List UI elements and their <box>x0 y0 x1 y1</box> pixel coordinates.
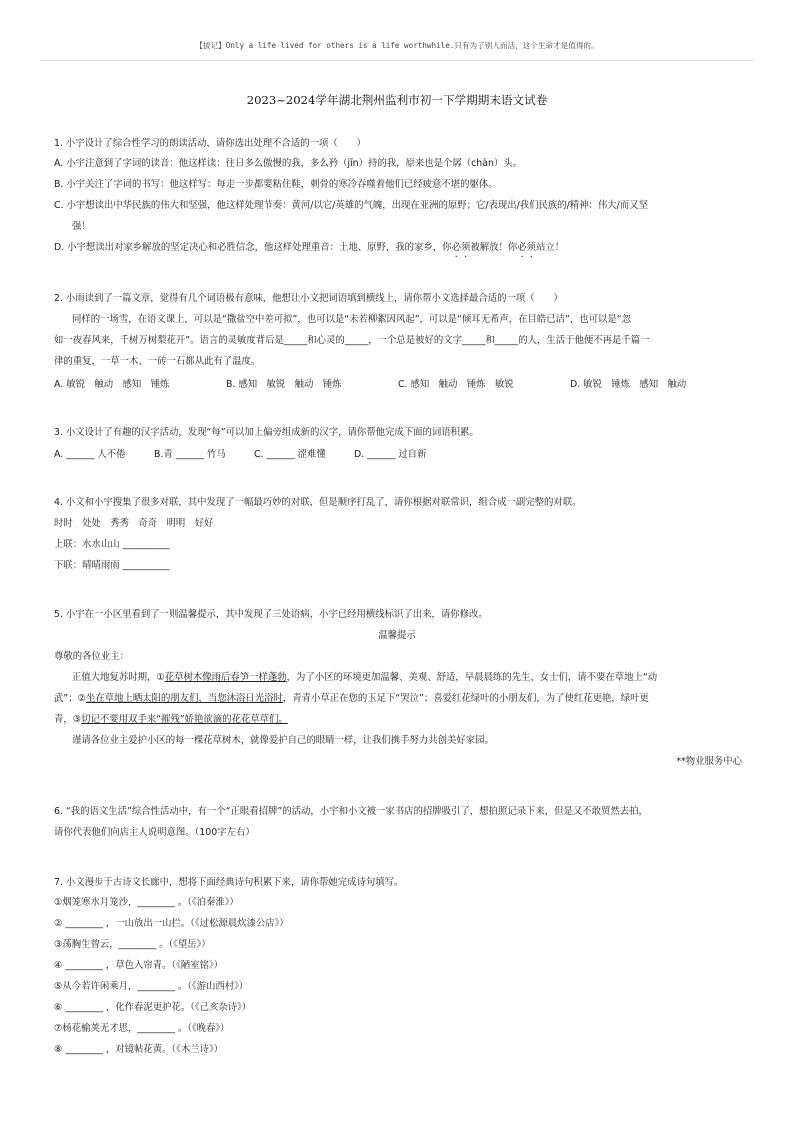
q2-passage-line: 如一夜春风来，千树万树梨花开”。语言的灵敏度背后是_____和心灵的_____，一个总是被好的文字_____和_____的人，生活于他便不再是千篇一 <box>54 335 650 346</box>
page-title: 2023~2024学年湖北荆州监利市初一下学期期末语文试卷 <box>246 93 548 107</box>
q2-passage-line: 同样的一场雪，在语文课上，可以是“撒盐空中差可拟”，也可以是“未若柳絮因风起”，可以是“倾耳无希声，在目皓已洁”，也可以是“忽 <box>72 314 632 325</box>
q3-option: B.青 ______ 竹马 <box>154 449 226 460</box>
q3-option: C. ______ 涩难懂 <box>254 449 326 460</box>
header-divider <box>40 60 754 61</box>
q1-option-b: B. 小宇关注了字词的书写：他这样写：每走一步都要粘住鞋，刺骨的寒冷吞噬着他们已经疲意不堪的躯体。 <box>54 179 498 190</box>
q1-d-emphasis: 必 <box>517 242 527 253</box>
q1-d-emphasis: 须 <box>526 242 537 253</box>
q1-d-text: D. 小宇想读出对家乡解放的坚定决心和必胜信念，他这样处理重音：土地、原野，我的家乡，你 <box>54 242 452 253</box>
q6-stem-cont: 请你代表他们向店主人说明意图。（100字左右） <box>54 827 255 838</box>
q1-d-text: 被解放！你 <box>470 242 518 253</box>
q2-stem: 2. 小雨读到了一篇文章，觉得有几个词语极有意味，他想让小文把词语填到横线上，请你帮小文选择最合适的一项（ ） <box>54 293 563 304</box>
q7-item: ⑦杨花榆荚无才思，________ 。（《晚春》） <box>54 1023 230 1034</box>
q4-stem: 4. 小文和小宇搜集了很多对联，其中发现了一幅最巧妙的对联，但是顺序打乱了，请你根据对联常识，组合成一副完整的对联。 <box>54 497 582 508</box>
q7-item: ⑥ ________ ，化作春泥更护花。（《己亥杂诗》） <box>54 1002 252 1013</box>
q5-signature: **物业服务中心 <box>676 756 742 767</box>
q1-option-d <box>54 241 564 254</box>
q4-lower-couplet: 下联：晴晴雨雨 __________ <box>54 560 170 571</box>
q5-stem: 5. 小宇在一小区里看到了一则温馨提示，其中发现了三处语病，小宇已经用横线标识了出来，请你修改。 <box>54 609 488 620</box>
q5-notice-line <box>54 692 649 705</box>
q5-error-underline-3: 切记不要用双手来“摧残”娇艳欲滴的花花草草们。 <box>81 714 288 725</box>
q2-option: C. 感知 触动 锤炼 敏锐 <box>398 379 514 390</box>
q7-item: ⑧ ________ ，对镜帖花黄。（《木兰诗》） <box>54 1044 224 1055</box>
q5-notice-line <box>54 713 288 726</box>
q2-option: D. 敏锐 锤炼 感知 触动 <box>570 379 687 390</box>
q1-d-text: 站立！ <box>536 242 565 253</box>
q2-option: B. 感知 敏锐 触动 锤炼 <box>226 379 342 390</box>
q7-stem: 7. 小文漫步于古诗文长廊中，想将下面经典诗句积累下来，请你帮她完成诗句填写。 <box>54 877 404 888</box>
q3-options <box>54 446 754 460</box>
q5-error-underline-1: 花草树木像雨后春笋一样蓬勃 <box>164 672 287 683</box>
q5-text: ，为了小区的环境更加温馨、美观、舒适，早晨晨练的先生、女士们，请不要在草地上“动 <box>286 672 658 683</box>
q3-stem: 3. 小文设计了有趣的汉字活动，发现“每”可以加上偏旁组成新的汉字，请你帮他完成下面的词语积累。 <box>54 427 479 438</box>
q5-text: ，青青小草正在您的玉足下“哭泣”；喜爱红花绿叶的小朋友们，为了使红花更艳，绿叶更 <box>282 693 649 704</box>
q1-d-emphasis: 须 <box>460 242 471 253</box>
q1-option-a: A. 小宇注意到了字词的读音：他这样读：往日多么傲慢的我，多么矜（jīn）持的我，原来也是个孱（chàn）头。 <box>54 158 523 169</box>
q5-text: 武”；② <box>54 693 87 704</box>
q2-passage-line: 律的重复，一草一木、一砖一石都从此有了温度。 <box>54 356 261 367</box>
q2-options <box>54 376 754 390</box>
q6-stem: 6. “我的语文生活”综合性活动中，有一个“正眼看招牌”的活动，小宇和小文被一家书店的招牌吸引了，想拍照记录下来，但是又不敢贸然去拍， <box>54 806 648 817</box>
q5-text: 正值大地复苏时期，① <box>72 672 165 683</box>
q5-text: 青，③ <box>54 714 82 725</box>
q1-option-c-cont: 强！ <box>72 221 91 232</box>
header-note: 【拔记】Only a life lived for others is a life worthwhile.只有为了别人而活，这个生命才是值得的。 <box>195 41 599 50</box>
q2-option: A. 敏锐 触动 感知 锤炼 <box>54 379 170 390</box>
q7-item: ② ________ ，一山放出一山拦。（《过松源晨炊漆公店》） <box>54 918 289 929</box>
q1-stem: 1. 小宇设计了综合性学习的朗读活动，请你选出处理不合适的一项（ ） <box>54 138 366 149</box>
q5-notice-title: 温馨提示 <box>378 630 416 641</box>
q5-error-underline-2: 坐在草地上晒太阳的朋友们，当您沐浴日光浴时 <box>86 693 283 704</box>
q4-upper-couplet: 上联：水水山山 __________ <box>54 539 170 550</box>
q3-option: D. ______ 过自新 <box>354 449 427 460</box>
q3-option: A. ______ 人不倦 <box>54 449 126 460</box>
q1-d-emphasis: 必 <box>451 242 461 253</box>
q5-greeting: 尊敬的各位业主： <box>54 651 130 662</box>
q7-item: ③荡胸生曾云，________ 。（《望岳》） <box>54 939 211 950</box>
q7-item: ④ ________ ，草色入帘青。（《陋室铭》） <box>54 960 224 971</box>
q1-option-c: C. 小宇想读出中华民族的伟大和坚强，他这样处理节奏：黄河/以它/英雄的气魄，出现在亚洲的原野；它/表现出/我们民族的/精神：伟大/而又坚 <box>54 200 648 211</box>
q7-item: ①烟笼寒水月笼沙，________ 。（《泊秦淮》） <box>54 897 239 908</box>
q4-word-bank: 时时 处处 秀秀 奇奇 明明 好好 <box>54 518 214 529</box>
q5-notice-line: 谨请各位业主爱护小区的每一棵花草树木，就像爱护自己的眼睛一样，让我们携手努力共创美好家园。 <box>72 735 494 746</box>
q7-item: ⑤从今若许闲乘月，________ 。（《游山西村》） <box>54 981 249 992</box>
q5-notice-line <box>72 671 657 684</box>
